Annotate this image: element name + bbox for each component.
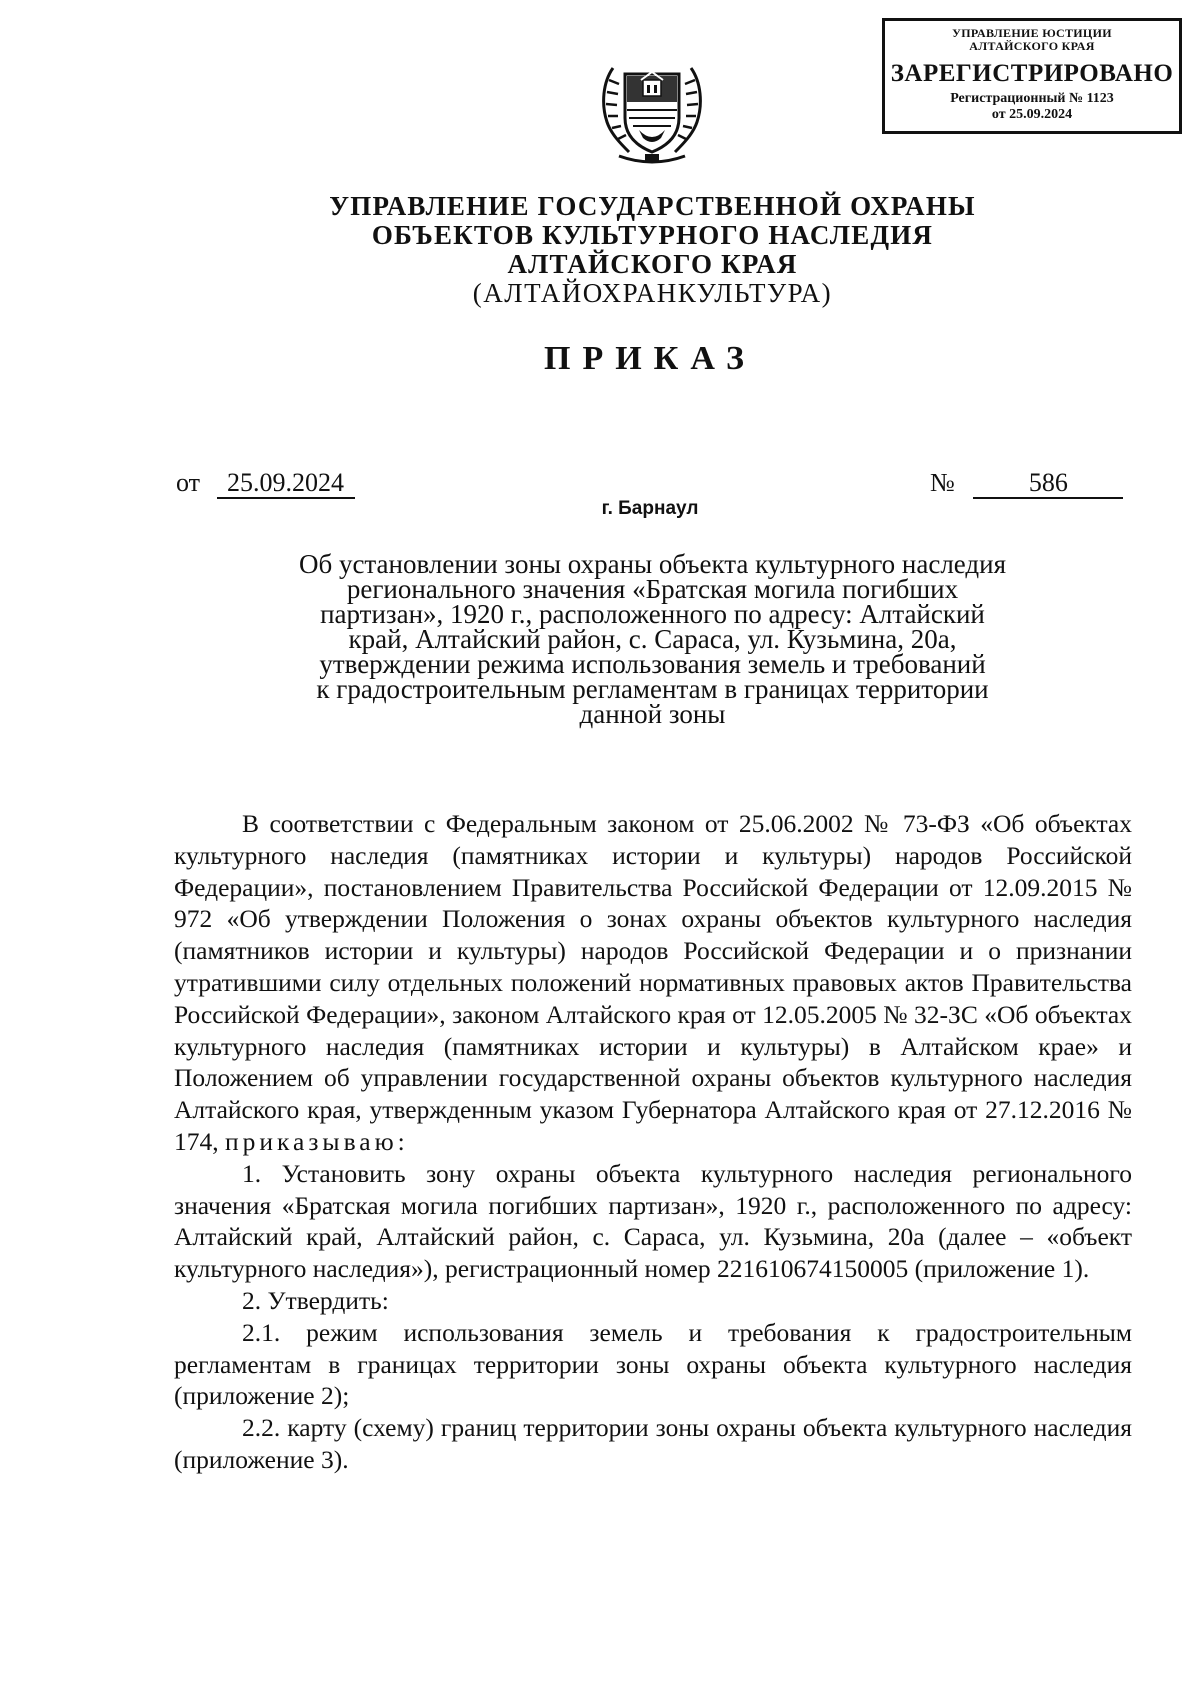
order-subject: [0, 549, 1200, 729]
stamp-reg-number: Регистрационный № 1123: [950, 91, 1114, 106]
order-item-2-2: 2.2. карту (схему) границ территории зоны охраны объекта культурного наследия (приложение 3).: [174, 1413, 1132, 1474]
agency-header: [0, 192, 1200, 308]
stamp-authority-line2: АЛТАЙСКОГО КРАЯ: [969, 39, 1095, 53]
order-item-1: 1. Установить зону охраны объекта культурного наследия регионального значения «Братская могила погибших партизан», 1920 г., расположенного по адресу: Алтайский край, Алтайский район, с. Сараса, ул. Кузьмина, 20а (далее – «объект культурного наследия»), регистрационный номер 221610674150005 (приложение 1).: [174, 1158, 1132, 1284]
preamble-text: В соответствии с Федеральным законом от 25.06.2002 № 73-ФЗ «Об объектах культурного наследия (памятниках истории и культуры) народов Российской Федерации», постановлением Правительства Российской Федерации от 12.09.2015 № 972 «Об утверждении Положения о зонах охраны объектов культурного наследия (памятников истории и культуры) народов Российской Федерации и о признании утратившими силу отдельных положений нормативных правовых актов Правительства Российской Федерации», законом Алтайского края от 12.05.2005 № 32-ЗС «Об объектах культурного наследия (памятниках истории и культуры) в Алтайском крае» и Положением об управлении государственной охраны объектов культурного наследия Алтайского края, утвержденным указом Губернатора Алтайского края от 27.12.2016 № 174,: [174, 809, 1132, 1156]
altai-krai-coat-of-arms-icon: [599, 60, 705, 166]
stamp-title: ЗАРЕГИСТРИРОВАНО: [890, 60, 1174, 87]
subject-line: к градостроительным регламентам в границах территории: [316, 674, 989, 704]
agency-name-line2: ОБЪЕКТОВ КУЛЬТУРНОГО НАСЛЕДИЯ: [371, 220, 934, 250]
order-number-prefix: №: [930, 468, 955, 497]
registration-stamp: [882, 18, 1182, 134]
order-word: приказываю:: [225, 1126, 409, 1156]
order-date-value: 25.09.2024: [217, 469, 355, 499]
stamp-reg-date: от 25.09.2024: [991, 107, 1073, 122]
order-body: [174, 808, 1132, 1476]
order-item-2: 2. Утвердить:: [242, 1285, 389, 1315]
order-date: [176, 468, 355, 499]
subject-line: утверждении режима использования земель и требований: [319, 649, 986, 679]
subject-line: партизан», 1920 г., расположенного по адресу: Алтайский: [320, 599, 985, 629]
order-item-2-1: 2.1. режим использования земель и требования к градостроительным регламентам в границах территории зоны охраны объекта культурного наследия (приложение 2);: [174, 1317, 1132, 1411]
subject-line: данной зоны: [579, 699, 726, 729]
agency-name-line3: АЛТАЙСКОГО КРАЯ: [507, 249, 798, 279]
city-label: г. Барнаул: [601, 498, 699, 519]
document-type-title: ПРИКАЗ: [544, 340, 756, 377]
stamp-authority-line1: УПРАВЛЕНИЕ ЮСТИЦИИ: [952, 26, 1112, 40]
subject-line: регионального значения «Братская могила погибших: [346, 574, 959, 604]
subject-line: Об установлении зоны охраны объекта культурного наследия: [298, 549, 1007, 579]
agency-abbreviation: (АЛТАЙОХРАНКУЛЬТУРА): [472, 278, 833, 308]
subject-line: край, Алтайский район, с. Сараса, ул. Кузьмина, 20а,: [348, 624, 957, 654]
order-date-prefix: от: [176, 468, 201, 497]
order-number: [930, 468, 1123, 499]
order-number-value: 586: [973, 469, 1123, 499]
preamble-paragraph: [174, 808, 1132, 1158]
agency-name-line1: УПРАВЛЕНИЕ ГОСУДАРСТВЕННОЙ ОХРАНЫ: [329, 191, 976, 221]
